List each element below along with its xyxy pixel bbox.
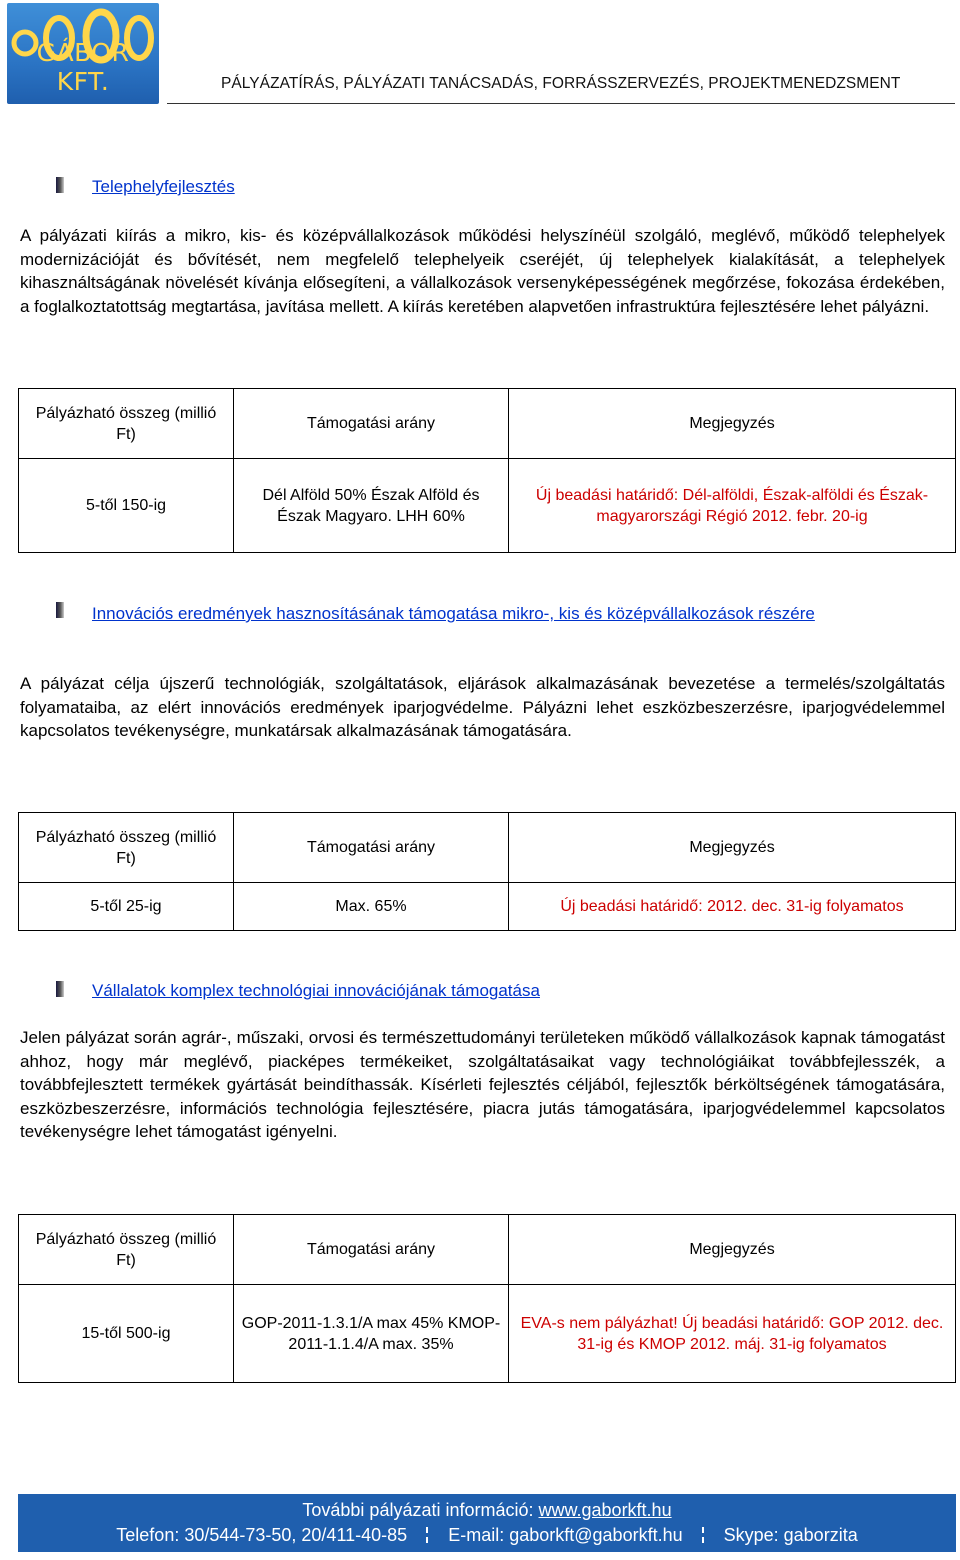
footer-email-label: E-mail: <box>448 1525 510 1545</box>
section-bullet-icon <box>56 177 64 193</box>
funding-table-1 <box>18 388 956 553</box>
table-header-row <box>19 389 956 459</box>
section-bullet-icon <box>56 602 64 618</box>
table-row <box>19 459 956 553</box>
footer-email-link[interactable]: gaborkft@gaborkft.hu <box>509 1525 683 1545</box>
funding-table-3 <box>18 1214 956 1383</box>
section-paragraph <box>20 1026 945 1144</box>
table-header-row <box>19 1215 956 1285</box>
footer-separator <box>702 1527 705 1543</box>
footer-phone: Telefon: 30/544-73-50, 20/411-40-85 <box>116 1525 408 1545</box>
footer-separator <box>426 1527 429 1543</box>
paragraph-text: Jelen pályázat során agrár-, műszaki, orvosi és természettudományi területeken működő vállalkozások kapnak támogatást ahhoz, hogy már meglévő, piacképes termékeiket, szolgáltatásaikat vagy technológiáikat továbbfejlesszék, a továbbfejlesztett termékek gyártását beindíthassák. Kísérleti fejlesztés céljából, fejlesztők bérköltségének támogatására, eszközbeszerzésre, információs technológia fejlesztésére, piacra jutás támogatására, iparjogvédelemmel kapcsolatos tevékenységre lehet támogatást igényelni. <box>20 1028 945 1141</box>
section-heading-telephelyfejlesztes[interactable]: Telephelyfejlesztés <box>92 177 235 196</box>
footer-info-line <box>18 1500 956 1521</box>
footer-info-label: További pályázati információ: <box>302 1500 539 1520</box>
section-heading-vallalatok[interactable]: Vállalatok komplex technológiai innovációjának támogatása <box>92 981 540 1000</box>
table-row <box>19 1285 956 1383</box>
header-cell-note: Megjegyzés <box>509 813 956 883</box>
table-row <box>19 883 956 931</box>
footer-skype: Skype: gaborzita <box>723 1525 858 1545</box>
header-cell-rate: Támogatási arány <box>234 1215 509 1285</box>
paragraph-text: A pályázati kiírás a mikro, kis- és középvállalkozások működési helyszínéül szolgáló, meglévő, működő telephelyek modernizációját és bővítését, nem megfelelő telephelyeik cseréjét, új telephelyek kialakítását, a telephelyek kihasználtságának növelését kívánja elősegíteni, a vállalkozások versenyképességének megőrzése, fokozása érdekében, a foglalkoztatottság megtartása, javítása mellett. A kiírás keretében alapvetően infrastruktúra fejlesztésére lehet pályázni. <box>20 226 945 316</box>
header-cell-rate: Támogatási arány <box>234 813 509 883</box>
section-paragraph <box>20 672 945 743</box>
cell-amount: 5-től 25-ig <box>19 883 234 931</box>
cell-amount: 5-től 150-ig <box>19 459 234 553</box>
cell-note: EVA-s nem pályázhat! Új beadási határidő: GOP 2012. dec. 31-ig és KMOP 2012. máj. 31-ig folyamatos <box>509 1285 956 1383</box>
company-logo <box>7 3 159 104</box>
cell-rate: Max. 65% <box>234 883 509 931</box>
footer-website-link[interactable]: www.gaborkft.hu <box>538 1500 672 1520</box>
cell-rate: Dél Alföld 50% Észak Alföld és Észak Magyaro. LHH 60% <box>234 459 509 553</box>
header-cell-amount: Pályázható összeg (millió Ft) <box>19 813 234 883</box>
header-cell-rate: Támogatási arány <box>234 389 509 459</box>
header-title: PÁLYÁZATÍRÁS, PÁLYÁZATI TANÁCSADÁS, FORRÁSSZERVEZÉS, PROJEKTMENEDZSMENT <box>221 75 901 92</box>
cell-note: Új beadási határidő: Dél-alföldi, Észak-alföldi és Észak-magyarországi Régió 2012. febr. 20-ig <box>509 459 956 553</box>
cell-amount: 15-től 500-ig <box>19 1285 234 1383</box>
header-cell-amount: Pályázható összeg (millió Ft) <box>19 1215 234 1285</box>
contact-footer <box>18 1494 956 1552</box>
funding-table-2 <box>18 812 956 931</box>
section-heading-innovacios[interactable]: Innovációs eredmények hasznosításának támogatása mikro-, kis és középvállalkozások részére <box>92 604 815 623</box>
paragraph-text: A pályázat célja újszerű technológiák, szolgáltatások, eljárások alkalmazásának bevezetése a termelés/szolgáltatás folyamataiba, az elért innovációs eredmények iparjogvédelme. Pályázni lehet eszközbeszerzésre, iparjogvédelemmel kapcsolatos tevékenységre, munkatársak alkalmazásának támogatására. <box>20 674 945 740</box>
section-paragraph <box>20 224 945 318</box>
header-cell-note: Megjegyzés <box>509 1215 956 1285</box>
cell-rate: GOP-2011-1.3.1/A max 45% KMOP-2011-1.1.4/A max. 35% <box>234 1285 509 1383</box>
header-cell-amount: Pályázható összeg (millió Ft) <box>19 389 234 459</box>
cell-note: Új beadási határidő: 2012. dec. 31-ig folyamatos <box>509 883 956 931</box>
table-header-row <box>19 813 956 883</box>
footer-contact-line <box>18 1525 956 1546</box>
header-divider <box>167 103 955 104</box>
section-bullet-icon <box>56 981 64 997</box>
logo-text: GÁBOR KFT. <box>36 38 130 96</box>
header-cell-note: Megjegyzés <box>509 389 956 459</box>
